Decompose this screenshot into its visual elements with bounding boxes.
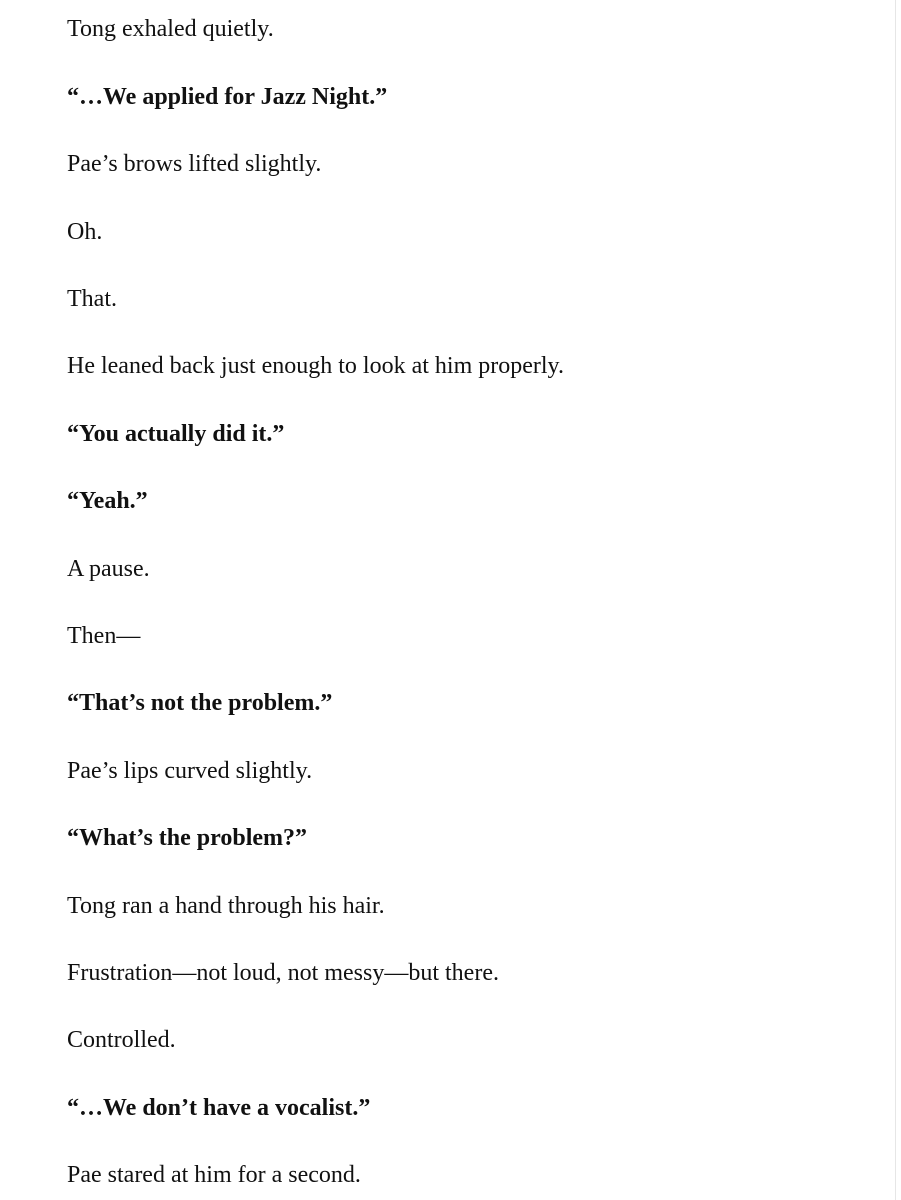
paragraph: Tong ran a hand through his hair. [67,893,385,919]
paragraph: Frustration—not loud, not messy—but there. [67,960,499,986]
paragraph: He leaned back just enough to look at him properly. [67,353,564,379]
paragraph: Controlled. [67,1027,176,1053]
paragraph: Pae stared at him for a second. [67,1162,361,1188]
dialogue-line: “You actually did it.” [67,421,285,447]
dialogue-line: “…We applied for Jazz Night.” [67,84,388,110]
dialogue-line: “That’s not the problem.” [67,690,333,716]
paragraph: Pae’s brows lifted slightly. [67,151,322,177]
dialogue-line: “Yeah.” [67,488,148,514]
paragraph: That. [67,286,117,312]
paragraph: Oh. [67,219,103,245]
dialogue-line: “…We don’t have a vocalist.” [67,1095,371,1121]
paragraph: A pause. [67,556,150,582]
paragraph: Tong exhaled quietly. [67,16,274,42]
page-edge-line [895,0,896,1200]
dialogue-line: “What’s the problem?” [67,825,307,851]
paragraph: Then— [67,623,141,649]
paragraph: Pae’s lips curved slightly. [67,758,313,784]
